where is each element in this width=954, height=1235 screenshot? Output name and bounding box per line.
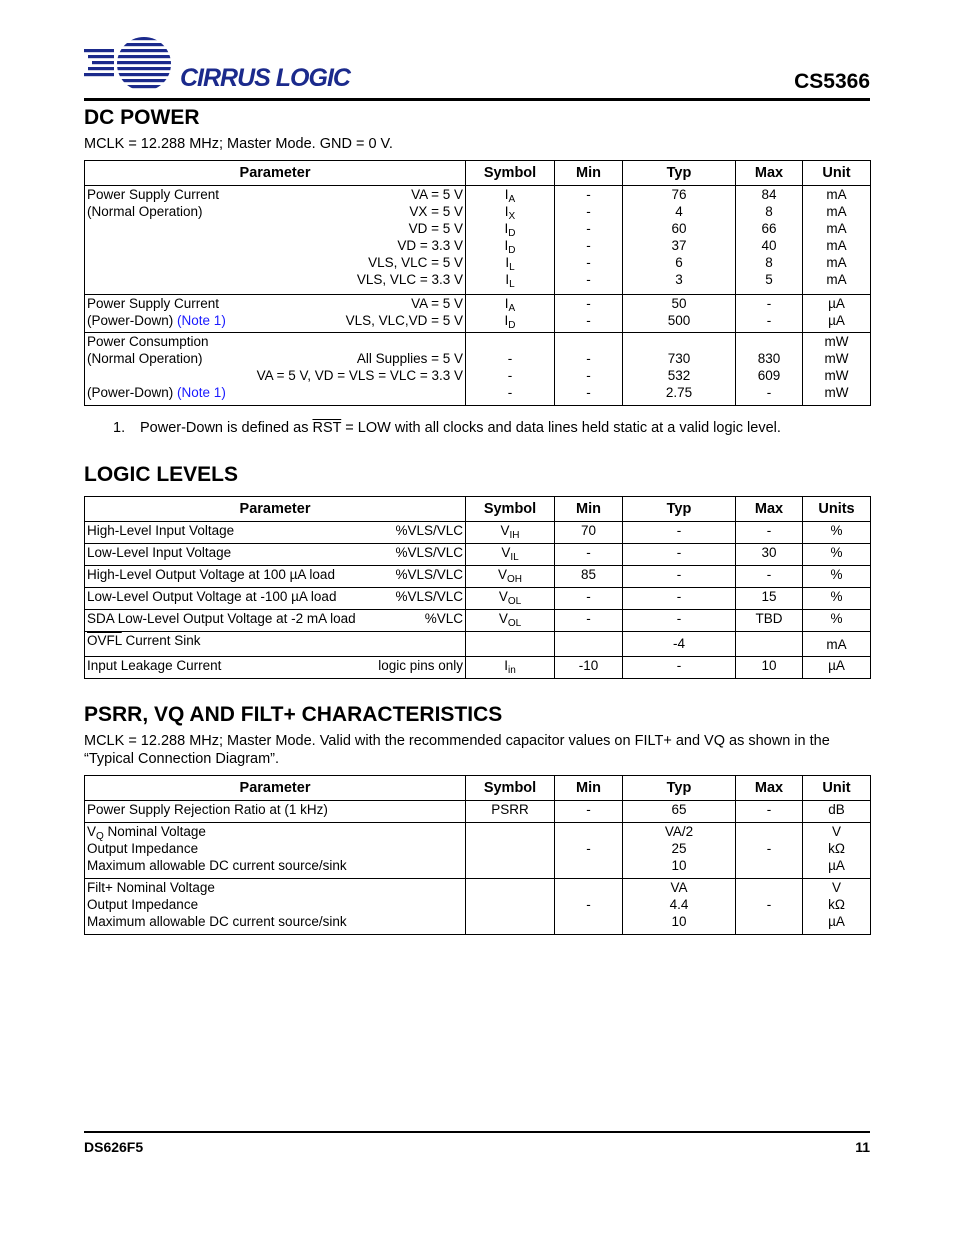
table-row [85,295,871,333]
table-row [85,823,871,879]
symbol: I [505,272,510,287]
value: 10 [761,658,777,673]
col-header: Typ [623,497,736,522]
condition-text: VD = 3.3 V [397,238,463,253]
footnote [113,420,781,436]
value: µA [828,914,845,929]
value: 15 [761,589,777,604]
value: - [586,368,591,383]
value: - [766,802,772,817]
typ-cell [623,295,736,333]
unit-cell [803,186,871,295]
table-row [85,186,871,295]
footnote-signal: $\overline{RST}$ [312,420,342,436]
value: - [507,368,513,383]
symbol: I [504,313,509,328]
section-title-psrr: PSRR, VQ AND FILT+ CHARACTERISTICS [84,703,503,726]
value: mA [826,204,847,219]
value: - [766,841,772,856]
symbol-sub: A [508,303,516,314]
param-text: Nominal Voltage [103,824,206,839]
signal-name: OVFL [87,633,122,648]
condition-text: %VLS/VLC [395,545,463,560]
col-header: Symbol [466,497,555,522]
symbol-sub: IL [510,552,519,563]
value: mW [824,334,849,349]
value: 60 [671,221,687,236]
param-text: Low-Level Input Voltage [87,545,232,560]
symbol: I [504,204,509,219]
condition-text: %VLS/VLC [395,589,463,604]
symbol-cell [466,588,555,610]
value: PSRR [491,802,529,817]
value: - [586,296,591,311]
col-header: Symbol [466,776,555,801]
section-title-logic-levels: LOGIC LEVELS [84,463,239,486]
unit-cell [803,295,871,333]
value: - [586,255,591,270]
value: 6 [675,255,683,270]
value: 8 [765,204,773,219]
param-cell [85,186,466,295]
param-cell [85,657,466,679]
value: mA [826,272,847,287]
symbol: I [504,658,508,673]
value: 4.4 [669,897,689,912]
value: mA [826,255,847,270]
document-number: DS626F5 [84,1139,144,1155]
condition-text: All Supplies = 5 V [356,351,463,366]
value: µA [828,296,845,311]
min-cell [555,295,623,333]
value: 30 [761,545,777,560]
value: 532 [667,368,691,383]
value: 4 [675,204,683,219]
param-text: (Normal Operation) [87,351,203,366]
value: - [586,313,591,328]
symbol-sub: A [508,194,516,205]
value: 40 [761,238,777,253]
param-text: Filt+ Nominal Voltage [87,880,215,895]
note-link[interactable]: (Note 1) [177,313,226,328]
condition-text: VD = 5 V [408,221,463,236]
symbol: I [504,238,509,253]
param-cell [85,610,466,632]
symbol: V [498,589,508,604]
value: 830 [757,351,781,366]
value: µA [828,658,845,673]
dc-power-conditions: MCLK = 12.288 MHz; Master Mode. GND = 0 V. [84,136,393,152]
logic-levels-table [84,496,871,679]
footnote-text: Power-Down is defined as [140,420,313,436]
table-header-row [85,497,871,522]
value: - [676,589,682,604]
value: - [766,385,772,400]
param-text: Maximum allowable DC current source/sink [87,858,347,873]
value: % [830,589,843,604]
min-cell [555,333,623,406]
symbol-cell [466,186,555,295]
param-text: Maximum allowable DC current source/sink [87,914,347,929]
value: - [586,238,591,253]
value: - [586,385,591,400]
value: mA [826,221,847,236]
param-text: Low-Level Output Voltage at -100 µA load [87,589,337,604]
value: 37 [671,238,687,253]
value: - [676,658,682,673]
symbol: I [504,187,509,202]
value: 65 [671,802,687,817]
symbol-sub: OH [507,574,522,585]
value: - [586,351,591,366]
value: 730 [667,351,691,366]
value: 25 [671,841,687,856]
symbol-sub: X [508,211,516,222]
value: kΩ [828,841,845,856]
condition-text: %VLS/VLC [395,523,463,538]
table-row [85,632,871,657]
symbol: I [504,221,509,236]
max-cell [736,186,803,295]
max-cell [736,295,803,333]
condition-text: VA = 5 V [411,296,463,311]
value: VA [670,880,688,895]
value: mA [826,637,847,652]
col-header: Symbol [466,161,555,186]
table-header-row [85,161,871,186]
param-text: SDA Low-Level Output Voltage at -2 mA load [87,611,356,626]
part-number: CS5366 [794,70,870,93]
value: -4 [672,636,685,651]
value: mW [824,351,849,366]
table-row [85,588,871,610]
param-cell [85,544,466,566]
col-header: Max [736,776,803,801]
value: - [586,802,591,817]
col-header: Max [736,497,803,522]
table-row [85,333,871,406]
symbol: V [87,824,97,839]
param-text: Power Supply Current [87,187,220,202]
param-cell [85,566,466,588]
table-row [85,657,871,679]
param-text: (Normal Operation) [87,204,203,219]
value: - [676,545,682,560]
value: 10 [671,914,687,929]
value: - [766,313,772,328]
symbol: V [501,545,511,560]
condition-text: VA = 5 V, VD = VLS = VLC = 3.3 V [256,368,463,383]
value: VA/2 [664,824,694,839]
symbol: I [505,255,510,270]
value: 500 [667,313,691,328]
value: mA [826,238,847,253]
symbol: V [498,611,508,626]
value: - [766,897,772,912]
value: - [676,611,682,626]
condition-text: %VLS/VLC [395,567,463,582]
condition-text: VLS, VLC,VD = 5 V [345,313,463,328]
value: mW [824,385,849,400]
header-rule [84,98,870,101]
symbol-sub: L [509,262,515,273]
value: % [830,545,843,560]
value: - [586,204,591,219]
param-text: Power Consumption [87,334,209,349]
footnote-number: 1. [113,420,126,436]
value: - [676,523,682,538]
condition-text: VX = 5 V [409,204,463,219]
value: 66 [761,221,777,236]
psrr-conditions: MCLK = 12.288 MHz; Master Mode. Valid with the recommended capacitor values on FILT+ and VQ as shown in the “Typical Connection Diagram”. [84,733,830,767]
value: 84 [761,187,777,202]
symbol-sub: D [508,245,516,256]
condition-text: %VLC [424,611,463,626]
value: - [586,187,591,202]
value: - [586,897,591,912]
symbol-cell [466,333,555,406]
symbol: V [497,567,507,582]
symbol: V [500,523,510,538]
value: 3 [675,272,683,287]
symbol-sub: OL [507,596,522,607]
value: µA [828,858,845,873]
condition-text: logic pins only [378,658,463,673]
value: mW [824,368,849,383]
value: dB [828,802,845,817]
table-row [85,566,871,588]
value: - [676,567,682,582]
param-text: Power Supply Current [87,296,220,311]
value: - [766,567,772,582]
col-header: Units [803,497,871,522]
value: - [586,545,591,560]
symbol-cell [466,522,555,544]
typ-cell [623,186,736,295]
symbol-cell [466,295,555,333]
value: - [586,589,591,604]
value: - [586,841,591,856]
dc-power-table [84,160,871,406]
logo-wordmark: CIRRUS LOGIC [180,64,350,92]
value: 70 [580,523,597,538]
col-header: Max [736,161,803,186]
value: - [586,611,591,626]
param-cell [85,801,466,823]
col-header: Parameter [85,161,466,186]
param-text: Current Sink [121,633,201,648]
value: µA [828,313,845,328]
symbol-sub: D [508,228,516,239]
section-title-dc-power: DC POWER [84,106,200,129]
typ-cell [623,333,736,406]
min-cell [555,186,623,295]
value: 85 [580,567,597,582]
value: - [586,221,591,236]
col-header: Min [555,776,623,801]
value: - [766,296,772,311]
table-row [85,522,871,544]
param-cell [85,632,466,657]
value: 609 [757,368,781,383]
col-header: Typ [623,776,736,801]
symbol-cell [466,657,555,679]
condition-text: VLS, VLC = 5 V [368,255,463,270]
col-header: Parameter [85,776,466,801]
symbol-sub: OL [507,618,522,629]
param-text: High-Level Output Voltage at 100 µA load [87,567,335,582]
symbol-sub: in [507,665,516,676]
symbol-sub: D [508,320,516,331]
param-cell [85,522,466,544]
table-row [85,879,871,935]
symbol-cell [466,566,555,588]
note-link[interactable]: (Note 1) [177,385,226,400]
col-header: Typ [623,161,736,186]
param-text: Input Leakage Current [87,658,222,673]
param-text: (Power-Down) [87,313,174,328]
col-header: Unit [803,161,871,186]
symbol-cell [466,610,555,632]
footer-rule [84,1131,870,1133]
param-cell [85,879,466,935]
value: 10 [671,858,687,873]
symbol-sub: L [509,279,515,290]
col-header: Unit [803,776,871,801]
param-cell [85,588,466,610]
psrr-table [84,775,871,935]
symbol-sub: IH [509,530,520,541]
col-header: Min [555,161,623,186]
max-cell [736,333,803,406]
table-row [85,610,871,632]
col-header: Min [555,497,623,522]
value: - [766,523,772,538]
param-cell [85,823,466,879]
cirrus-logic-logo [84,34,354,94]
condition-text: VA = 5 V [411,187,463,202]
value: 5 [765,272,773,287]
table-header-row [85,776,871,801]
symbol: I [504,296,509,311]
col-header: Parameter [85,497,466,522]
param-text: (Power-Down) [87,385,174,400]
param-text: High-Level Input Voltage [87,523,235,538]
table-row [85,544,871,566]
value: TBD [755,611,783,626]
value: mA [826,187,847,202]
param-text: Power Supply Rejection Ratio at (1 kHz) [87,802,328,817]
value: - [507,385,513,400]
value: kΩ [828,897,845,912]
value: % [830,567,843,582]
value: 2.75 [665,385,693,400]
value: 76 [671,187,687,202]
page-number: 11 [855,1139,870,1155]
value: % [830,523,843,538]
unit-cell [803,333,871,406]
footnote-text: = LOW with all clocks and data lines held static at a valid logic level. [341,420,781,436]
symbol-sub: Q [96,831,104,842]
value: -10 [578,658,599,673]
value: 50 [671,296,687,311]
value: - [586,272,591,287]
param-cell [85,333,466,406]
condition-text: VLS, VLC = 3.3 V [356,272,463,287]
symbol-cell [466,544,555,566]
param-text: Output Impedance [87,841,199,856]
value: 8 [765,255,773,270]
table-row [85,801,871,823]
param-text: Output Impedance [87,897,199,912]
value: % [830,611,843,626]
value: - [507,351,513,366]
value: V [831,880,841,895]
value: V [831,824,841,839]
param-cell [85,295,466,333]
